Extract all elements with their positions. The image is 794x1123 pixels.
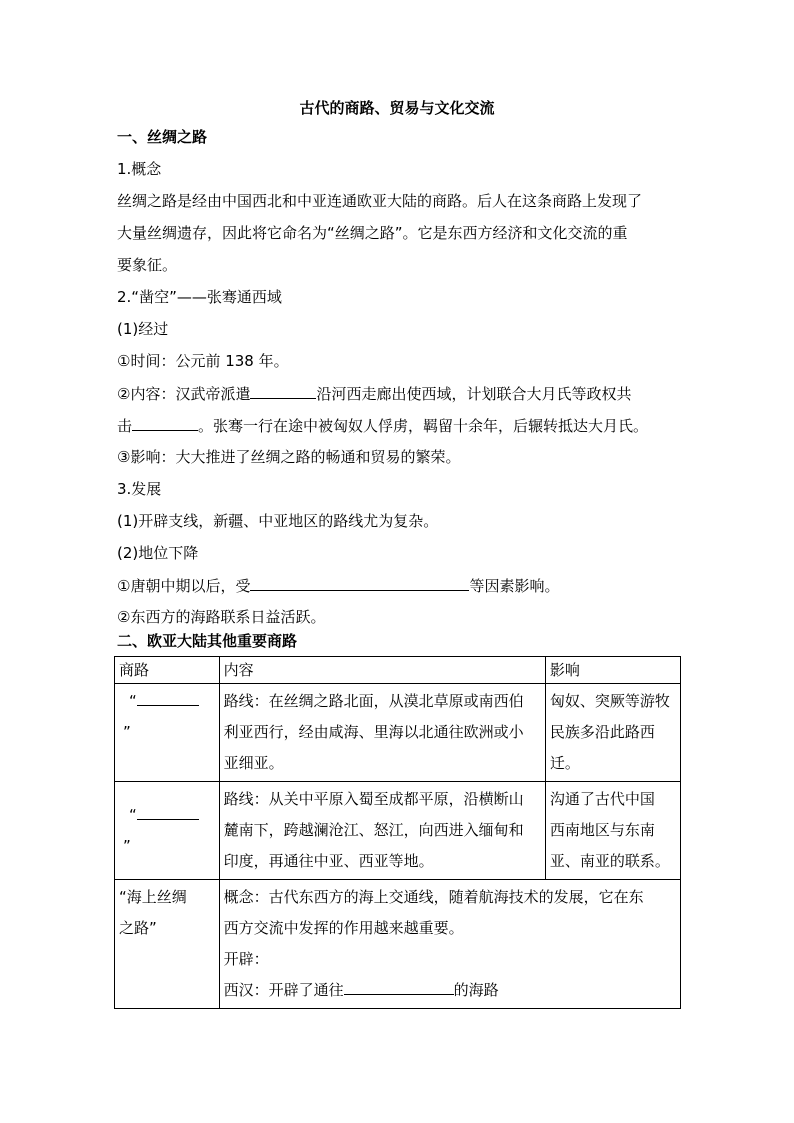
cell-line: 沟通了古代中国 (549, 790, 655, 808)
page-title: 古代的商路、贸易与文化交流 (299, 99, 495, 117)
section-heading-other-routes: 二、欧亚大陆其他重要商路 (117, 632, 298, 650)
item-time: ①时间：公元前 138 年。 (117, 352, 289, 370)
cell-line: 亚细亚。 (223, 754, 284, 772)
table-header-cell: 影响 (545, 657, 680, 684)
cell-line: 亚、南亚的联系。 (549, 852, 670, 870)
item-content-cont (117, 416, 648, 435)
trade-routes-table (114, 656, 681, 1009)
route-name-close: ” (123, 836, 131, 855)
fill-blank[interactable] (137, 805, 199, 820)
fill-blank[interactable] (137, 691, 199, 706)
cell-line: 印度，再通往中亚、西亚等地。 (223, 852, 434, 870)
route-name-close: ” (123, 723, 131, 741)
fill-blank[interactable] (250, 576, 469, 591)
fill-blank[interactable] (344, 980, 454, 995)
fill-blank[interactable] (132, 416, 198, 431)
text-fragment: 。张骞一行在途中被匈奴人俘虏，羁留十余年，后辗转抵达大月氏。 (198, 417, 649, 435)
paragraph-line: 大量丝绸遗存，因此将它命名为“丝绸之路”。它是东西方经济和文化交流的重 (117, 224, 628, 242)
dev-subitem (117, 576, 559, 595)
item-impact: ③影响：大大推进了丝绸之路的畅通和贸易的繁荣。 (117, 448, 461, 466)
subsection-development: 3.发展 (117, 480, 162, 498)
text-fragment: ①唐朝中期以后，受 (117, 577, 251, 595)
item-content (117, 384, 631, 403)
table-header-cell: 商路 (115, 657, 220, 684)
cell-line: 民族多沿此路西 (549, 723, 655, 741)
cell-line: 利亚西行，经由咸海、里海以北通往欧洲或小 (223, 723, 524, 741)
cell-line: 匈奴、突厥等游牧 (549, 692, 670, 710)
cell-line: 概念：古代东西方的海上交通线，随着航海技术的发展，它在东 (223, 888, 644, 906)
table-header-cell: 内容 (219, 657, 545, 684)
cell-line: 路线：在丝绸之路北面，从漠北草原或南西伯 (223, 692, 524, 710)
paragraph-line: 要象征。 (117, 256, 178, 274)
cell-line: 西方交流中发挥的作用越来越重要。 (223, 919, 464, 937)
route-name-line: “ (119, 686, 215, 717)
subsection-zhang-qian: 2.“凿空”——张骞通西域 (117, 288, 282, 306)
table-row (115, 782, 681, 880)
subsection-concept: 1.概念 (117, 160, 162, 178)
route-name-cell (115, 880, 220, 1009)
fill-blank[interactable] (250, 384, 316, 399)
table-row (115, 880, 681, 1009)
route-content-cell (219, 782, 545, 880)
cell-line: “海上丝绸 (119, 888, 187, 906)
cell-line: 西南地区与东南 (549, 821, 655, 839)
cell-line: 麓南下，跨越澜沧江、怒江，向西进入缅甸和 (223, 821, 524, 839)
sub-label-process: (1)经过 (117, 320, 169, 338)
cell-line: 之路” (119, 919, 157, 937)
table-header-row (115, 657, 681, 684)
paragraph-line: 丝绸之路是经由中国西北和中亚连通欧亚大陆的商路。后人在这条商路上发现了 (117, 192, 643, 210)
text-fragment: 击 (117, 417, 133, 435)
route-content-cell (219, 880, 680, 1009)
cell-line: 西汉：开辟了通往 的海路 (223, 981, 499, 999)
route-impact-cell (545, 684, 680, 782)
section-heading-silk-road: 一、丝绸之路 (117, 128, 208, 146)
route-name-line: “ (119, 800, 215, 831)
cell-line: 路线：从关中平原入蜀至成都平原，沿横断山 (223, 790, 524, 808)
text-fragment: 沿河西走廊出使西域，计划联合大月氏等政权共 (316, 385, 632, 403)
dev-subitem: ②东西方的海路联系日益活跃。 (117, 608, 326, 626)
cell-line: 迁。 (549, 754, 580, 772)
text-fragment: 等因素影响。 (469, 577, 560, 595)
text-fragment: ②内容：汉武帝派遣 (117, 385, 251, 403)
cell-line: 开辟： (223, 950, 269, 968)
table-row (115, 684, 681, 782)
route-name-cell (115, 782, 220, 880)
dev-item: (1)开辟支线，新疆、中亚地区的路线尤为复杂。 (117, 512, 439, 530)
dev-item: (2)地位下降 (117, 544, 199, 562)
route-impact-cell (545, 782, 680, 880)
route-name-cell (115, 684, 220, 782)
route-content-cell (219, 684, 545, 782)
